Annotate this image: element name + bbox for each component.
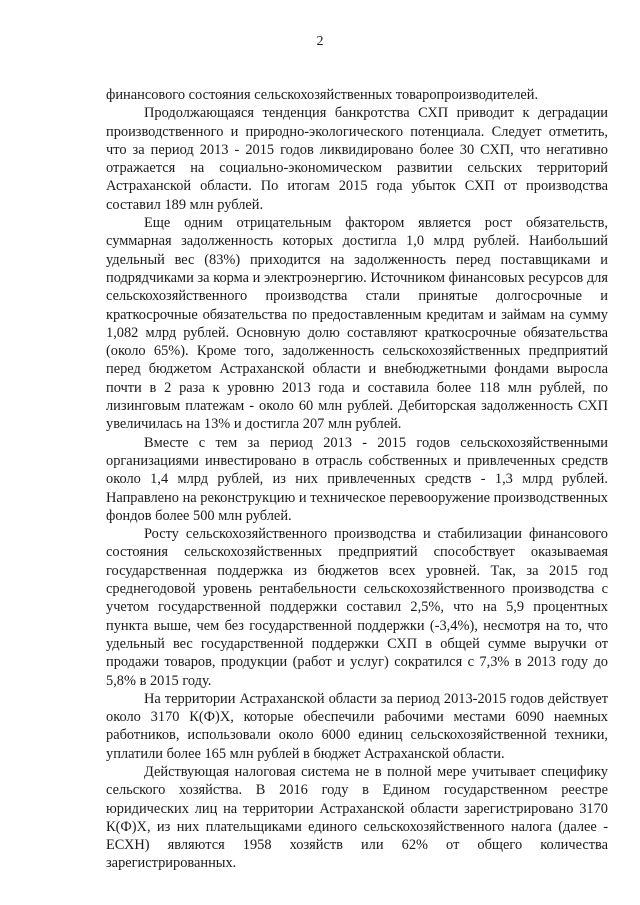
paragraph-bankruptcy: Продолжающаяся тенденция банкротства СХП приводит к деградации производственного и природно-экологического потенциала. Следует отметить, что за период 2013 - 2015 годов ликвидировано более 30 СХП, что негативно отражается на социально-экономическом развитии сельских территорий Астраханской области. По итогам 2015 года убыток СХП от производства составил 189 млн рублей.	[106, 105, 608, 213]
paragraph-continuation: финансового состояния сельскохозяйственных товаропроизводителей.	[106, 87, 539, 103]
paragraph-farms: На территории Астраханской области за период 2013-2015 годов действует около 3170 К(Ф)Х, которые обеспечили рабочими местами 6090 наемных работников, использовали около 6000 единиц сельскохозяйственной техники, уплатили более 165 млн рублей в бюджет Астраханской области.	[106, 690, 608, 762]
page-number: 2	[316, 34, 324, 49]
paragraph-obligations: Еще одним отрицательным фактором является рост обязательств, суммарная задолженность которых достигла 1,0 млрд рублей. Наибольший удельный вес (83%) приходится на задолженность перед поставщиками и подрядчиками за корма и электроэнергию. Источником финансовых ресурсов для сельскохозяйственного производства стали принятые долгосрочные и краткосрочные обязательства по предоставленным кредитам и займам на сумму 1,082 млрд рублей. Основную долю составляют краткосрочные обязательства (около 65%). Кроме того, задолженность сельскохозяйственных предприятий перед бюджетом Астраханской области и внебюджетными фондами выросла почти в 2 раза к уровню 2013 года и составила более 118 млн рублей, по лизинговым платежам - около 60 млн рублей. Дебиторская задолженность СХП увеличилась на 13% и достигла 207 млн рублей.	[106, 215, 608, 433]
paragraph-investment: Вместе с тем за период 2013 - 2015 годов сельскохозяйственными организациями инвестировано в отрасль собственных и привлеченных средств около 1,4 млрд рублей, из них привлеченных средств - 1,3 млрд рублей. Направлено на реконструкцию и техническое перевооружение производственных фондов более 500 млн рублей.	[106, 434, 608, 524]
paragraph-tax-system: Действующая налоговая система не в полной мере учитывает специфику сельского хозяйства. В 2016 году в Едином государственном реестре юридических лиц на территории Астраханской области зарегистрировано 3170 К(Ф)Х, из них плательщиками единого сельскохозяйственного налога (далее - ЕСХН) являются 1958 хозяйств или 62% от общего количества зарегистрированных.	[106, 763, 608, 872]
paragraph-state-support: Росту сельскохозяйственного производства и стабилизации финансового состояния сельскохозяйственных предприятий способствует оказываемая государственная поддержка из бюджетов всех уровней. Так, за 2015 год среднегодовой уровень рентабельности сельскохозяйственного производства с учетом государственной поддержки составил 2,5%, что на 5,9 процентных пункта выше, чем без государственной поддержки (-3,4%), несмотря на то, что удельный вес государственной поддержки СХП в общей сумме выручки от продажи товаров, продукции (работ и услуг) сократился с 7,3% в 2013 году до 5,8% в 2015 году.	[106, 526, 608, 689]
document-body	[106, 86, 608, 873]
